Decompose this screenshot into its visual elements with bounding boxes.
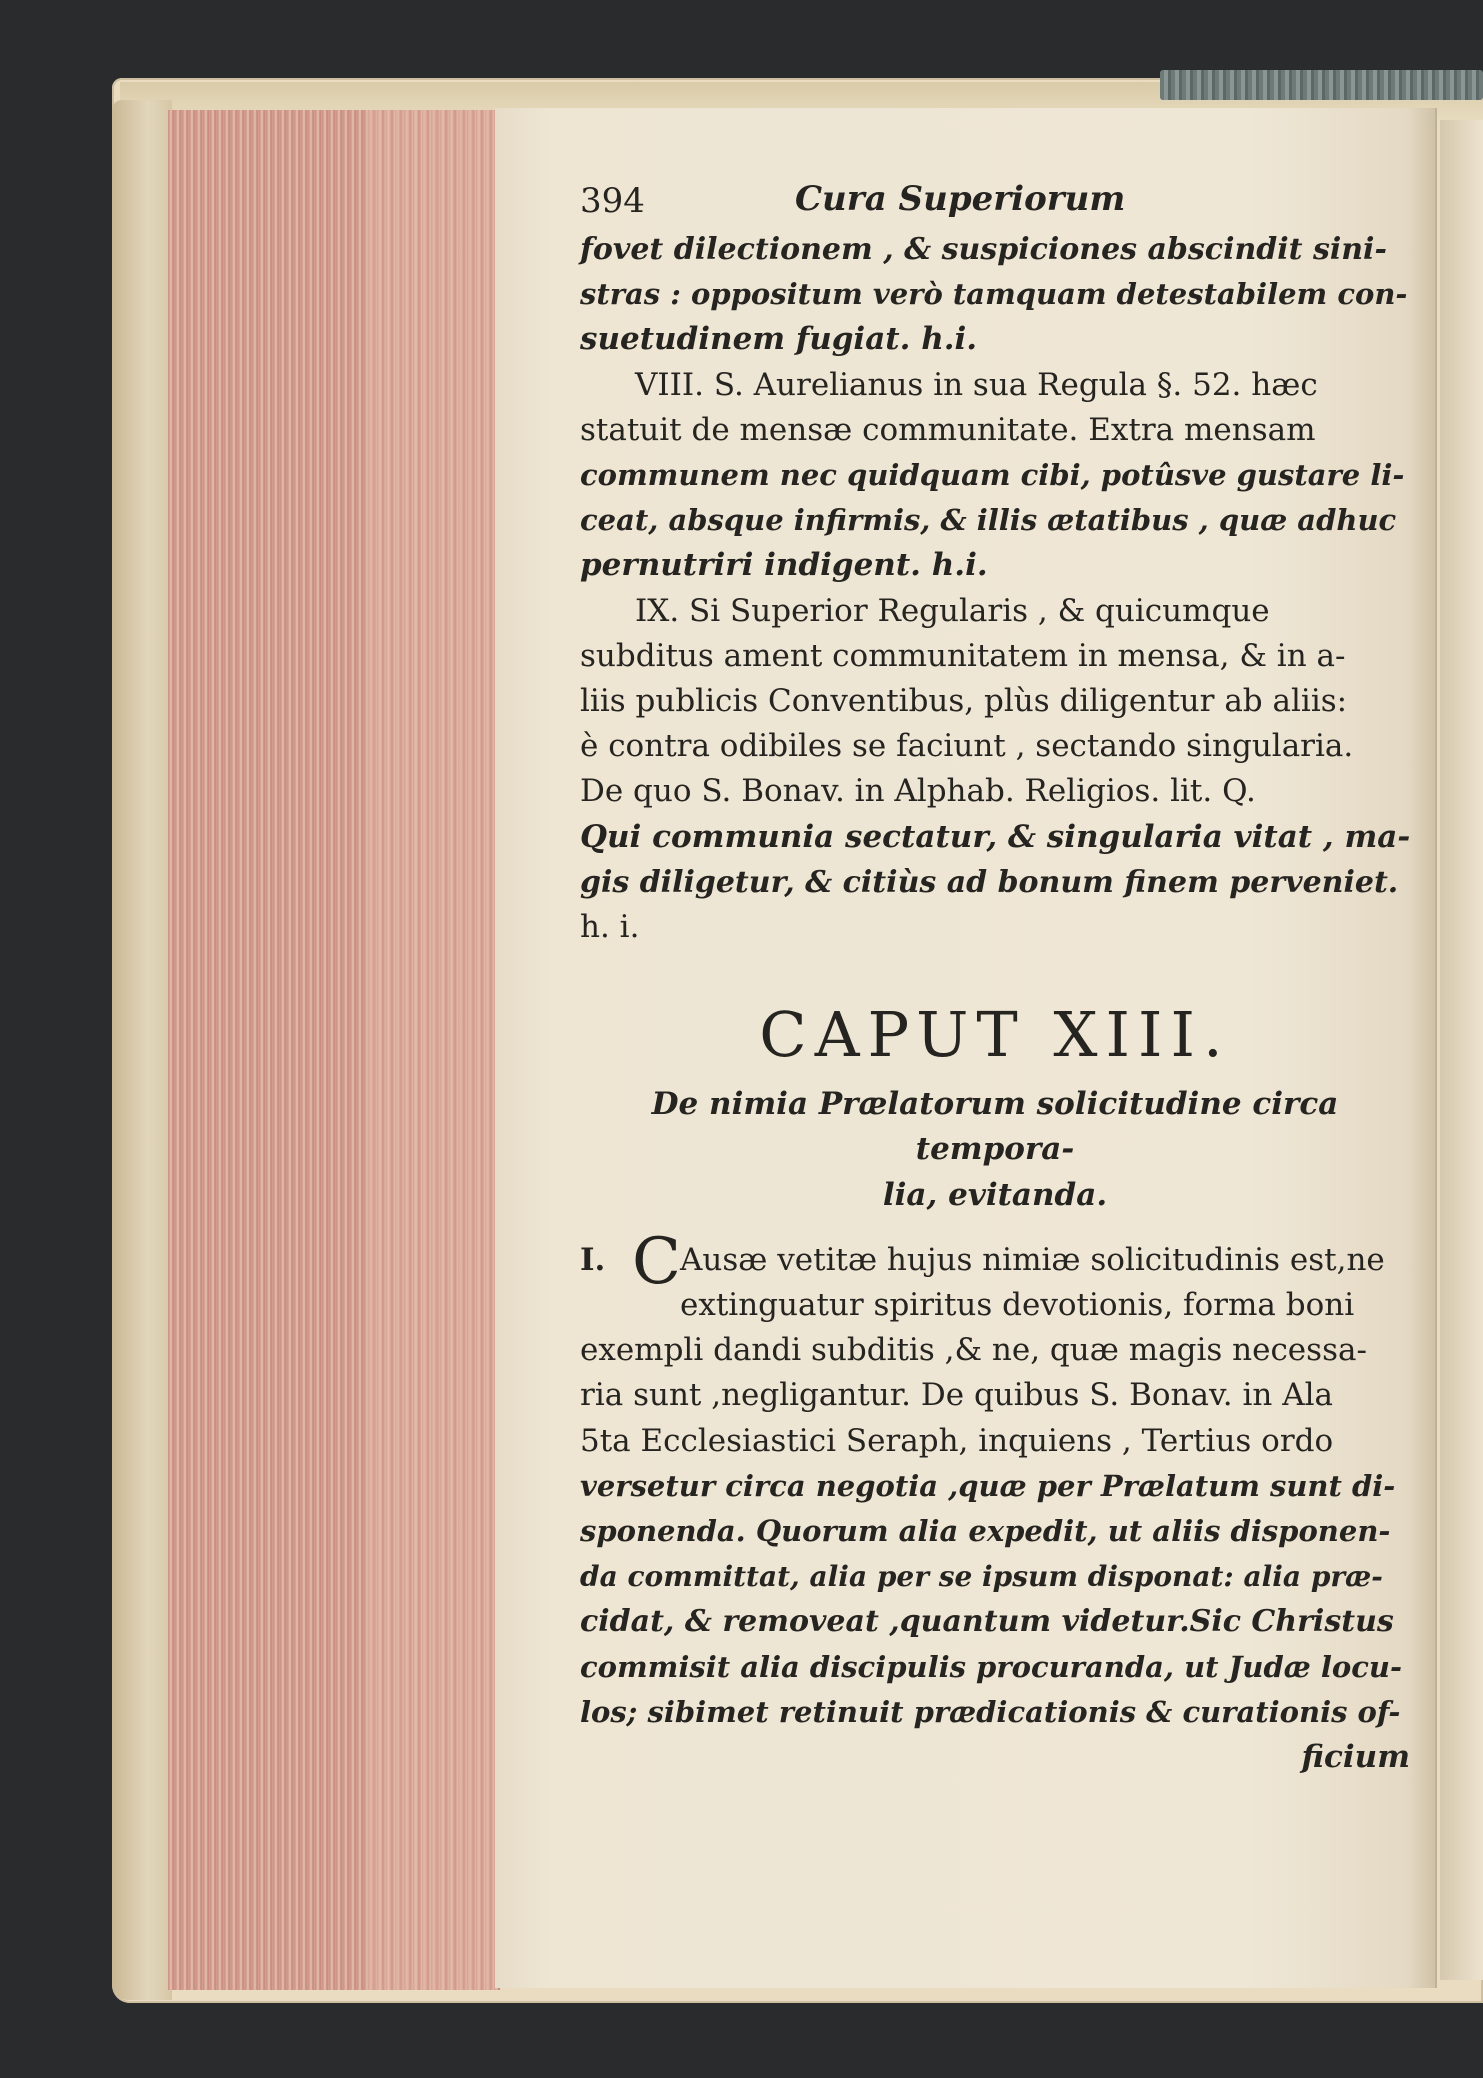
text-line: Ausæ vetitæ hujus nimiæ solicitudinis est,ne bbox=[680, 1241, 1385, 1278]
page-text bbox=[580, 175, 1410, 1780]
cover-fold bbox=[112, 100, 172, 2000]
text-line: cidat, & removeat ,quantum videtur.Sic Christus bbox=[580, 1604, 1394, 1640]
running-title: Cura Superiorum bbox=[795, 179, 1126, 219]
text-line: Qui communia sectatur, & singularia vitat , ma- bbox=[580, 818, 1411, 855]
facing-page-edge bbox=[1440, 120, 1483, 1980]
text-line: IX. Si Superior Regularis , & quicumque bbox=[635, 592, 1270, 629]
text-line: suetudinem fugiat. h.i. bbox=[580, 321, 978, 358]
catchword: ficium bbox=[1301, 1739, 1410, 1776]
chapter-subtitle: De nimia Prælatorum solicitudine circa tempora- bbox=[651, 1086, 1339, 1168]
page-edge-band bbox=[368, 110, 498, 1990]
text-line: subditus ament communitatem in mensa, & in a- bbox=[580, 637, 1346, 674]
text-line: stras : oppositum verò tamquam detestabilem con- bbox=[580, 277, 1408, 312]
paragraph-opening bbox=[580, 1224, 1410, 1328]
text-line: liis publicis Conventibus, plùs diligentur ab aliis: bbox=[580, 683, 1348, 720]
text-line: commisit alia discipulis procuranda, ut Judæ locu- bbox=[580, 1649, 1403, 1684]
page-number: 394 bbox=[580, 181, 645, 221]
text-line: extinguatur spiritus devotionis, forma boni bbox=[680, 1287, 1355, 1324]
text-line: exempli dandi subditis ,& ne, quæ magis necessa- bbox=[580, 1332, 1367, 1369]
text-line: statuit de mensæ communitate. Extra mensam bbox=[580, 411, 1316, 448]
text-line: ria sunt ,negligantur. De quibus S. Bonav. in Ala bbox=[580, 1377, 1334, 1414]
text-line: pernutriri indigent. h.i. bbox=[580, 547, 988, 584]
chapter-heading: CAPUT XIII. bbox=[759, 998, 1231, 1072]
text-line: ceat, absque infirmis, & illis ætatibus , quæ adhuc bbox=[580, 503, 1397, 538]
text-line: versetur circa negotia ,quæ per Prælatum sunt di- bbox=[580, 1468, 1396, 1503]
spine-headband bbox=[1160, 70, 1483, 100]
text-line: gis diligetur, & citiùs ad bonum finem perveniet. bbox=[580, 864, 1399, 900]
text-line: è contra odibiles se faciunt , sectando singularia. bbox=[580, 728, 1354, 765]
text-line: los; sibimet retinuit prædicationis & curationis of- bbox=[580, 1694, 1401, 1729]
text-line: communem nec quidquam cibi, potûsve gustare li- bbox=[580, 458, 1405, 493]
text-line: da committat, alia per se ipsum disponat: alia præ- bbox=[580, 1560, 1383, 1594]
drop-cap: C bbox=[632, 1224, 681, 1299]
text-line: De quo S. Bonav. in Alphab. Religios. lit. Q. bbox=[580, 773, 1256, 810]
page-block-edges bbox=[168, 110, 500, 1990]
chapter-subtitle: lia, evitanda. bbox=[882, 1176, 1108, 1213]
paragraph-number: I. bbox=[580, 1241, 606, 1278]
text-line: VIII. S. Aurelianus in sua Regula §. 52. hæc bbox=[635, 366, 1318, 403]
text-line: sponenda. Quorum alia expedit, ut aliis disponen- bbox=[580, 1514, 1391, 1549]
text-line: fovet dilectionem , & suspiciones abscindit sini- bbox=[580, 232, 1387, 267]
text-line: 5ta Ecclesiastici Seraph, inquiens , Tertius ordo bbox=[580, 1422, 1334, 1459]
text-line: h. i. bbox=[580, 909, 640, 946]
running-head bbox=[580, 175, 1410, 227]
